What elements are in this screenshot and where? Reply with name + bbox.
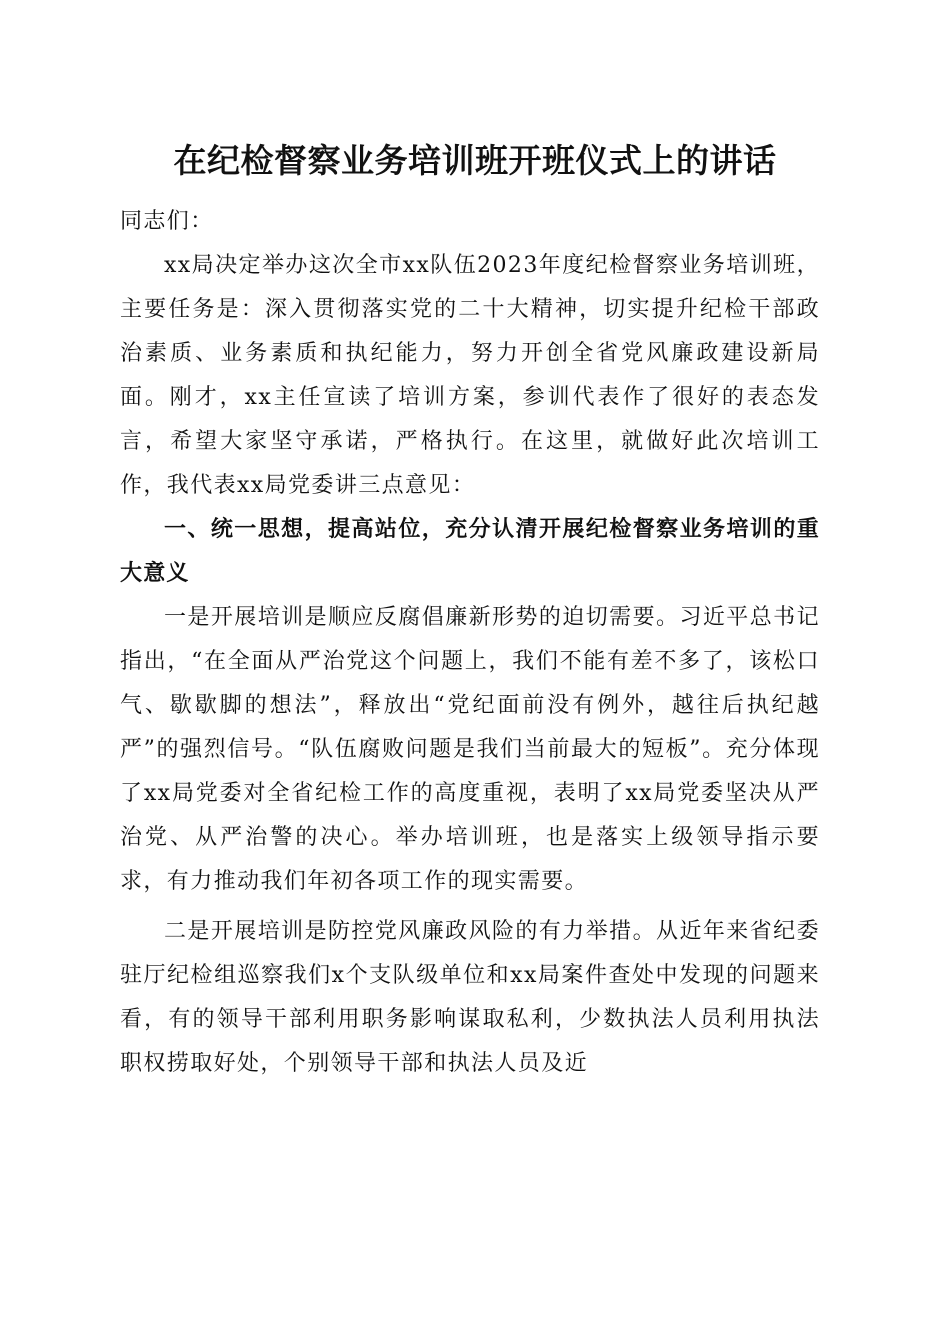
point-2-body: 从近年来省纪委驻厅纪检组巡察我们x个支队级单位和xx局案件查处中发现的问题来看，有的领导干部利用职务影响谋取私利，少数执法人员利用执法职权捞取好处，个别领导干部和执法人员及近 [120,919,820,1076]
section-heading-1: 一、统一思想，提高站位，充分认清开展纪检督察业务培训的重大意义 [120,517,820,586]
document-title: 在纪检督察业务培训班开班仪式上的讲话 [173,141,777,180]
document-body [120,200,820,1086]
intro-paragraph: xx局决定举办这次全市xx队伍2023年度纪检督察业务培训班，主要任务是：深入贯彻落实党的二十大精神，切实提升纪检干部政治素质、业务素质和执纪能力，努力开创全省党风廉政建设新局面。刚才，xx主任宣读了培训方案，参训代表作了很好的表态发言，希望大家坚守承诺，严格执行。在这里，就做好此次培训工作，我代表xx局党委讲三点意见： [120,253,820,498]
salutation: 同志们： [120,209,214,234]
point-1-paragraph [120,596,820,904]
point-2-paragraph [120,910,820,1086]
point-2-lead-in: 二是开展培训是防控党风廉政风险的有力举措。 [164,919,657,944]
point-1-lead-in: 一是开展培训是顺应反腐倡廉新形势的迫切需要。 [164,605,680,630]
point-1-body: 习近平总书记指出，“在全面从严治党这个问题上，我们不能有差不多了，该松口气、歇歇脚的想法”，释放出“党纪面前没有例外，越往后执纪越严”的强烈信号。“队伍腐败问题是我们当前最大的短板”。充分体现了xx局党委对全省纪检工作的高度重视，表明了xx局党委坚决从严治党、从严治警的决心。举办培训班，也是落实上级领导指示要求，有力推动我们年初各项工作的现实需要。 [120,605,820,894]
